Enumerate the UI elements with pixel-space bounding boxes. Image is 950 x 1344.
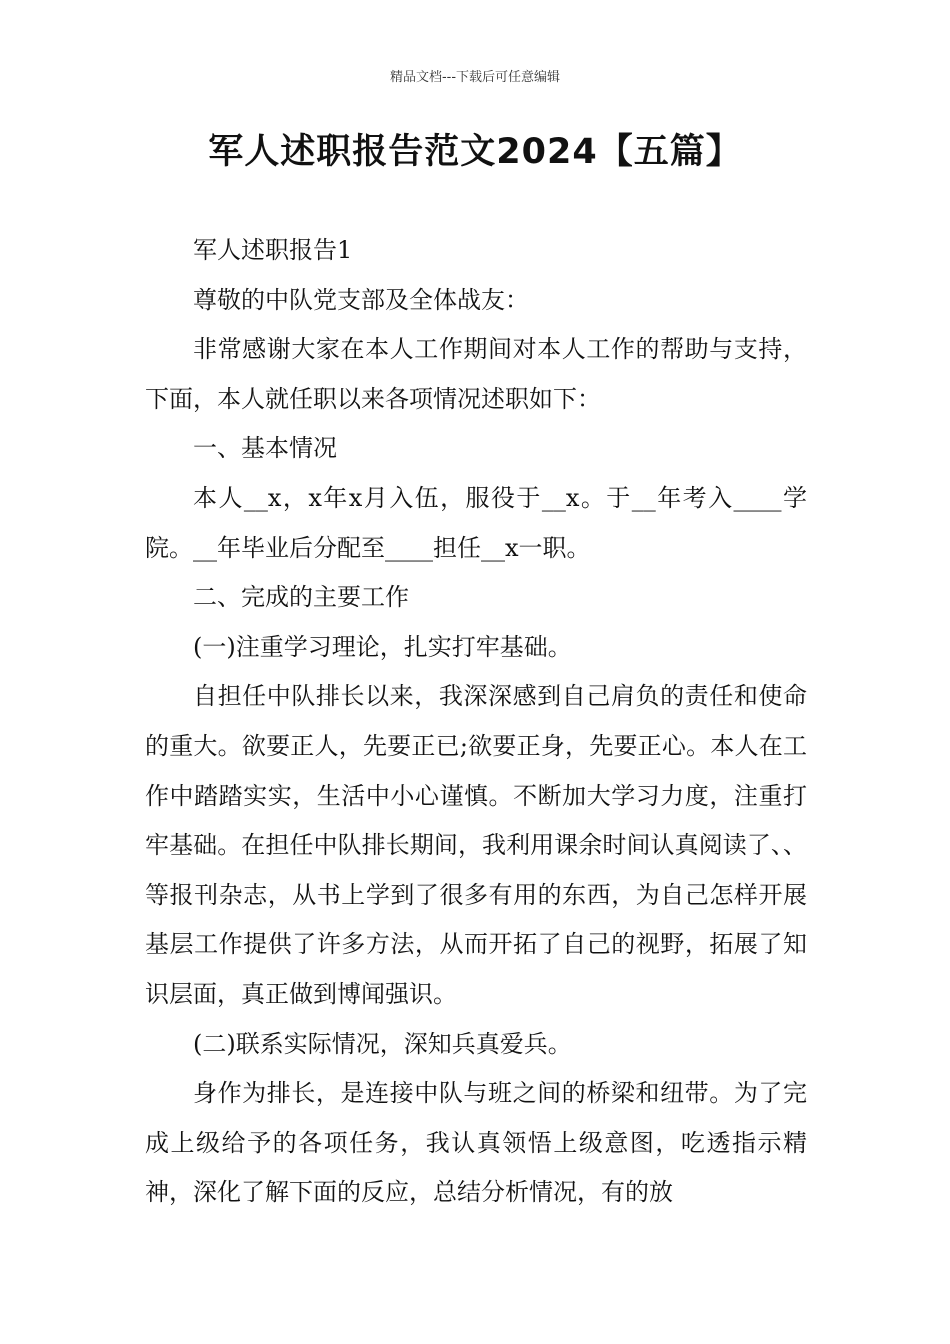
heading-basic-info: 一、基本情况 <box>193 434 337 463</box>
subheading-study-theory: (一)注重学习理论，扎实打牢基础。 <box>193 632 572 661</box>
header-note: 精品文档---下载后可任意编辑 <box>389 70 561 85</box>
basic-info-paragraph: 本人__x，x年x月入伍，服役于__x。于__年考入____学院。__年毕业后分配至____担任__x一职。 <box>145 483 807 562</box>
care-soldiers-paragraph: 身作为排长，是连接中队与班之间的桥梁和纽带。为了完成上级给予的各项任务，我认真领悟上级意图，吃透指示精神，深化了解下面的反应，总结分析情况，有的放 <box>145 1079 807 1207</box>
study-theory-paragraph: 自担任中队排长以来，我深深感到自己肩负的责任和使命的重大。欲要正人，先要正已;欲要正身，先要正心。本人在工作中踏踏实实，生活中小心谨慎。不断加大学习力度，注重打牢基础。在担任中队排长期间，我利用课余时间认真阅读了、、等报刊杂志，从书上学到了很多有用的东西，为自己怎样开展基层工作提供了许多方法，从而开拓了自己的视野，拓展了知识层面，真正做到博闻强识。 <box>145 682 807 1008</box>
section-heading-report-1: 军人述职报告1 <box>193 236 353 264</box>
heading-main-work: 二、完成的主要工作 <box>193 583 409 612</box>
subheading-care-soldiers: (二)联系实际情况，深知兵真爱兵。 <box>193 1029 572 1058</box>
salutation: 尊敬的中队党支部及全体战友： <box>193 285 529 314</box>
intro-paragraph: 非常感谢大家在本人工作期间对本人工作的帮助与支持，下面，本人就任职以来各项情况述职如下： <box>145 335 807 413</box>
document-title: 军人述职报告范文2024【五篇】 <box>208 132 742 172</box>
document-body <box>145 226 807 1218</box>
